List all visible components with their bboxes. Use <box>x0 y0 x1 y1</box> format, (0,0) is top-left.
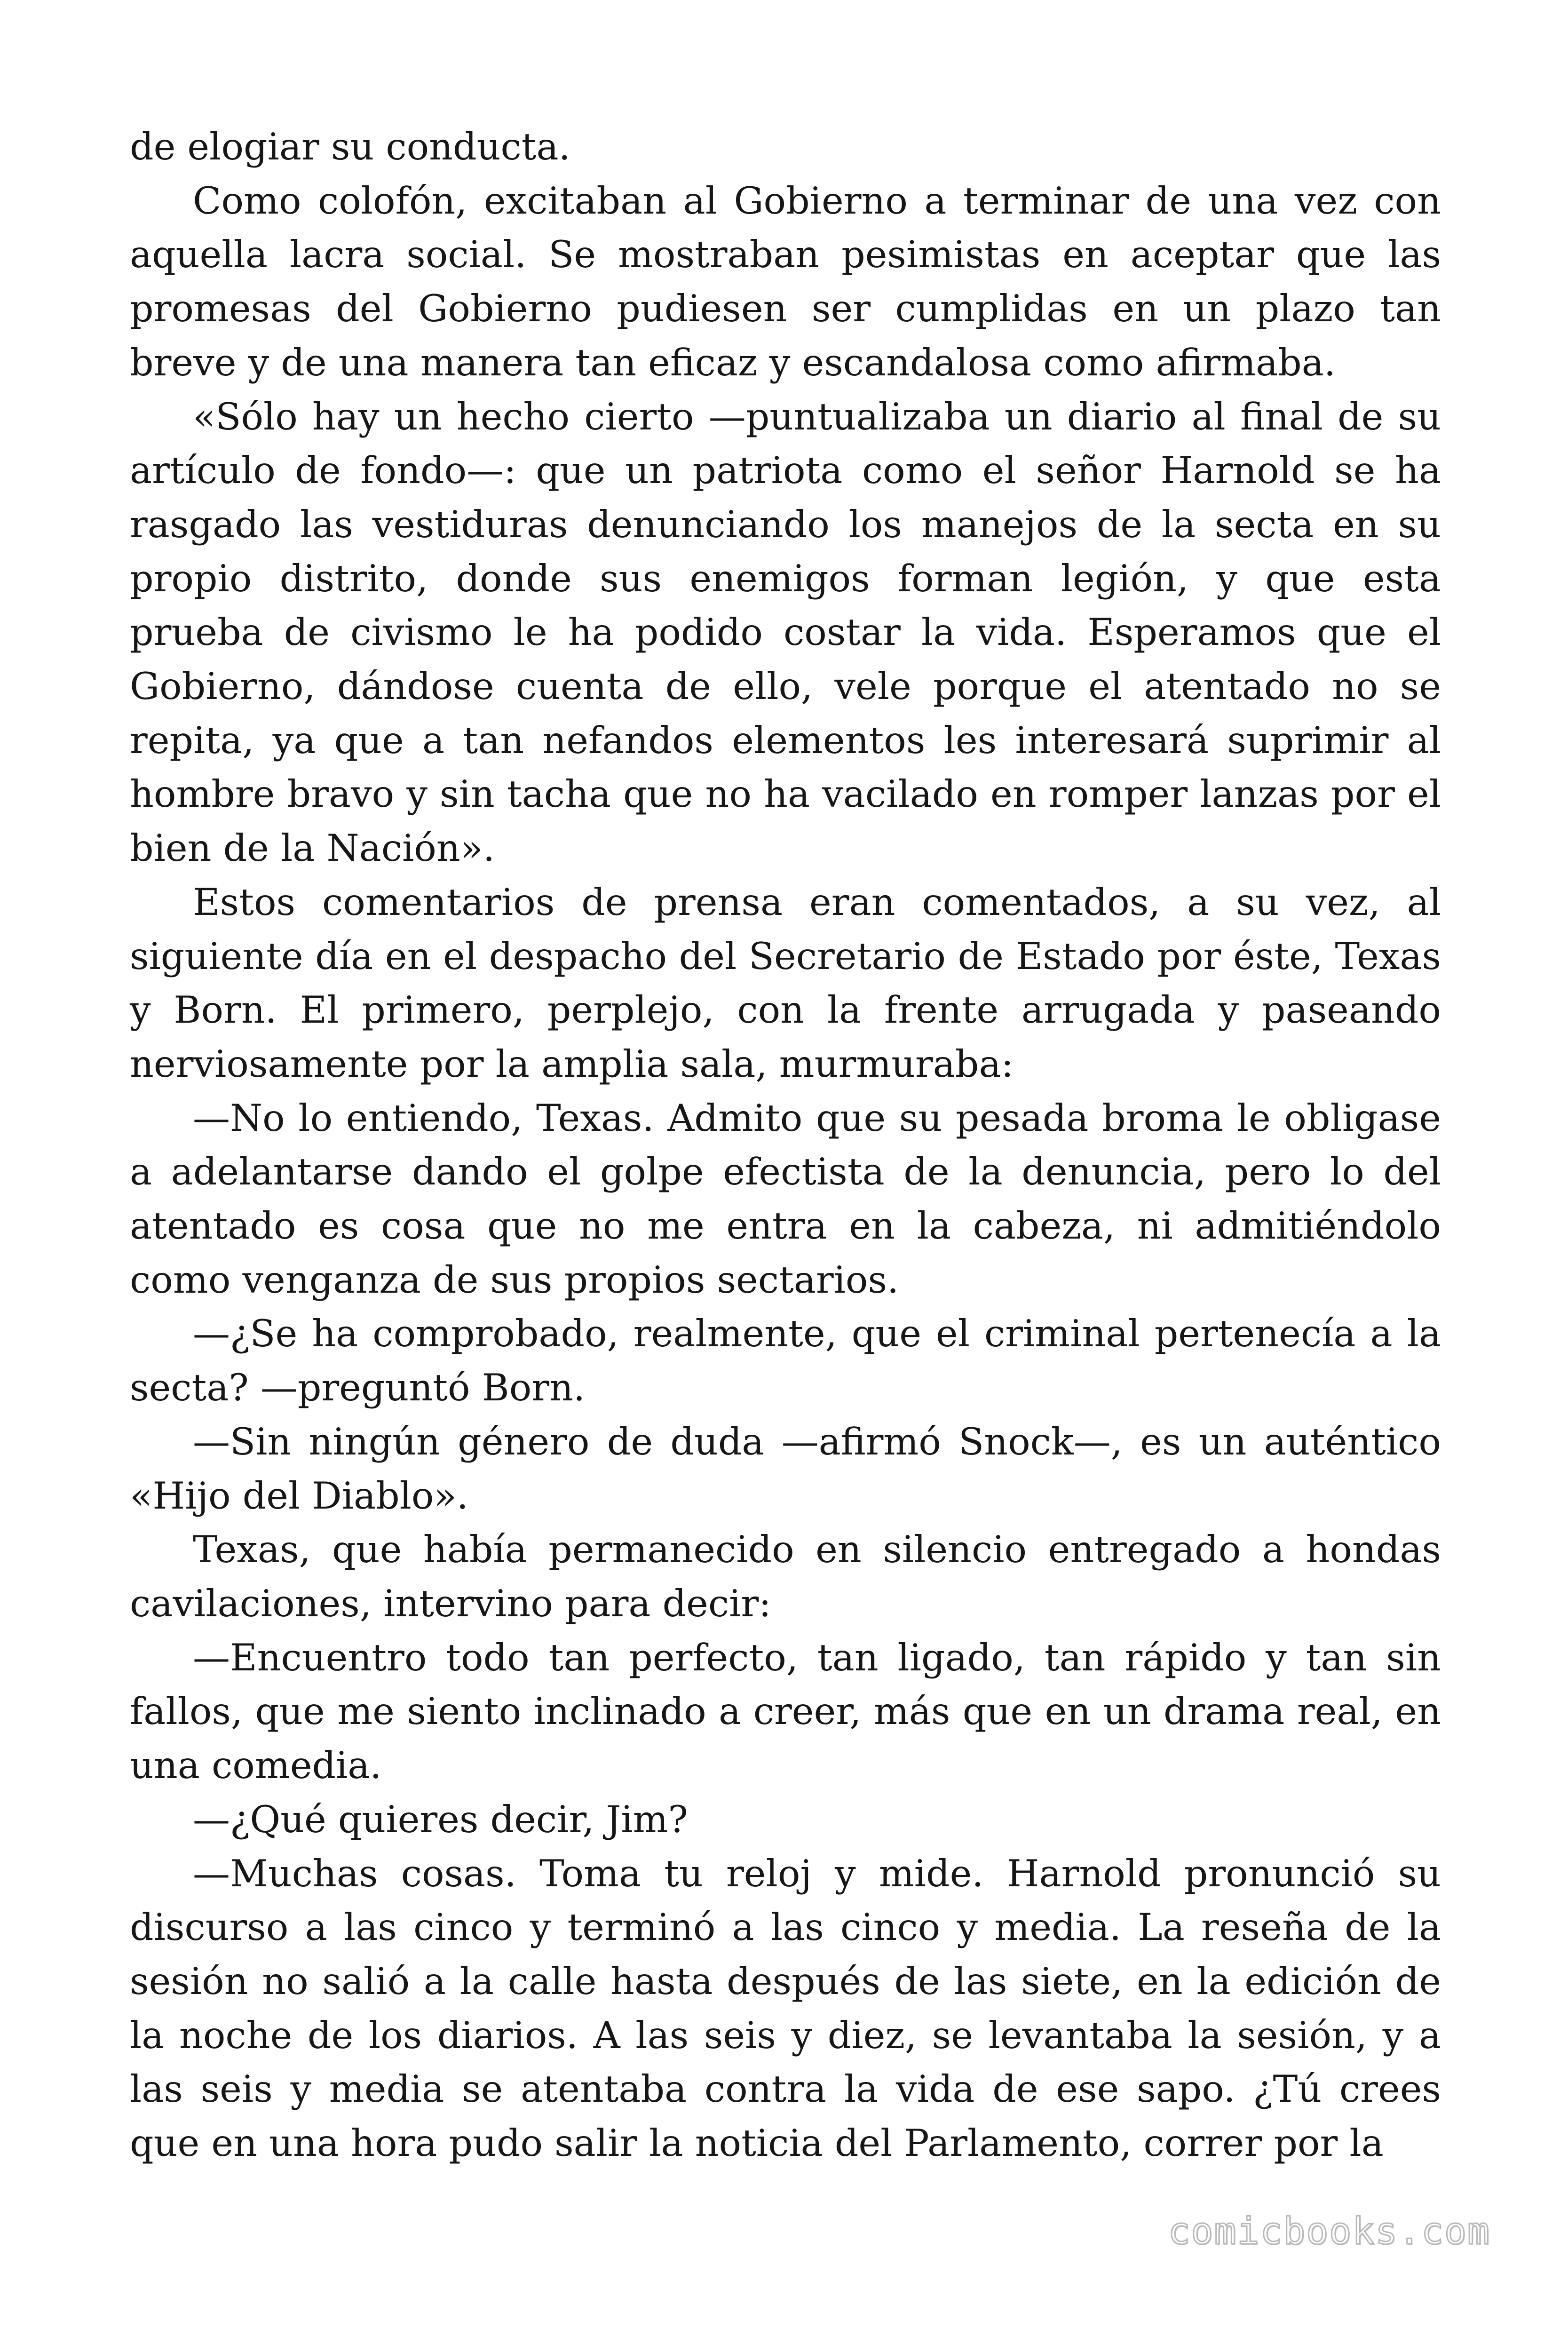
paragraph: «Sólo hay un hecho cierto —puntualizaba un diario al final de su artículo de fondo—: que un patriota como el señor Harnold se ha rasgado las vestiduras denunciando los manejos de la secta en su propio distrito, donde sus enemigos forman legión, y que esta prueba de civismo le ha podido costar la vida. Esperamos que el Gobierno, dándose cuenta de ello, vele porque el atentado no se repita, ya que a tan nefandos elementos les interesará suprimir al hombre bravo y sin tacha que no ha vacilado en romper lanzas por el bien de la Nación». <box>130 395 1441 870</box>
paragraph: Texas, que había permanecido en silencio entregado a hondas cavilaciones, intervino para decir: <box>130 1528 1441 1625</box>
paragraph: —No lo entiendo, Texas. Admito que su pesada broma le obligase a adelantarse dando el golpe efectista de la denuncia, pero lo del atentado es cosa que no me entra en la cabeza, ni admitiéndolo como venganza de sus propios sectarios. <box>130 1096 1441 1302</box>
watermark: comicbooks.com <box>1168 2210 1490 2253</box>
paragraph: —¿Se ha comprobado, realmente, que el criminal pertenecía a la secta? —preguntó Born. <box>130 1312 1441 1410</box>
paragraph: Como colofón, excitaban al Gobierno a terminar de una vez con aquella lacra social. Se mostraban pesimistas en aceptar que las promesas del Gobierno pudiesen ser cumplidas en un plazo tan breve y de una manera tan eficaz y escandalosa como afirmaba. <box>130 179 1441 384</box>
paragraph: —¿Qué quieres decir, Jim? <box>193 1797 688 1841</box>
paragraph: Estos comentarios de prensa eran comentados, a su vez, al siguiente día en el despacho del Secretario de Estado por éste, Texas y Born. El primero, perplejo, con la frente arrugada y paseando nerviosamente por la amplia sala, murmuraba: <box>130 880 1441 1086</box>
paragraph: de elogiar su conducta. <box>130 125 570 168</box>
paragraph: —Sin ningún género de duda —afirmó Snock—, es un auténtico «Hijo del Diablo». <box>130 1420 1441 1518</box>
page-body <box>130 120 1441 2170</box>
paragraph: —Encuentro todo tan perfecto, tan ligado, tan rápido y tan sin fallos, que me siento inclinado a creer, más que en un drama real, en una comedia. <box>130 1636 1441 1788</box>
paragraph: —Muchas cosas. Toma tu reloj y mide. Harnold pronunció su discurso a las cinco y terminó a las cinco y media. La reseña de la sesión no salió a la calle hasta después de las siete, en la edición de la noche de los diarios. A las seis y diez, se levantaba la sesión, y a las seis y media se atentaba contra la vida de ese sapo. ¿Tú crees que en una hora pudo salir la noticia del Parlamento, correr por la <box>130 1851 1441 2165</box>
